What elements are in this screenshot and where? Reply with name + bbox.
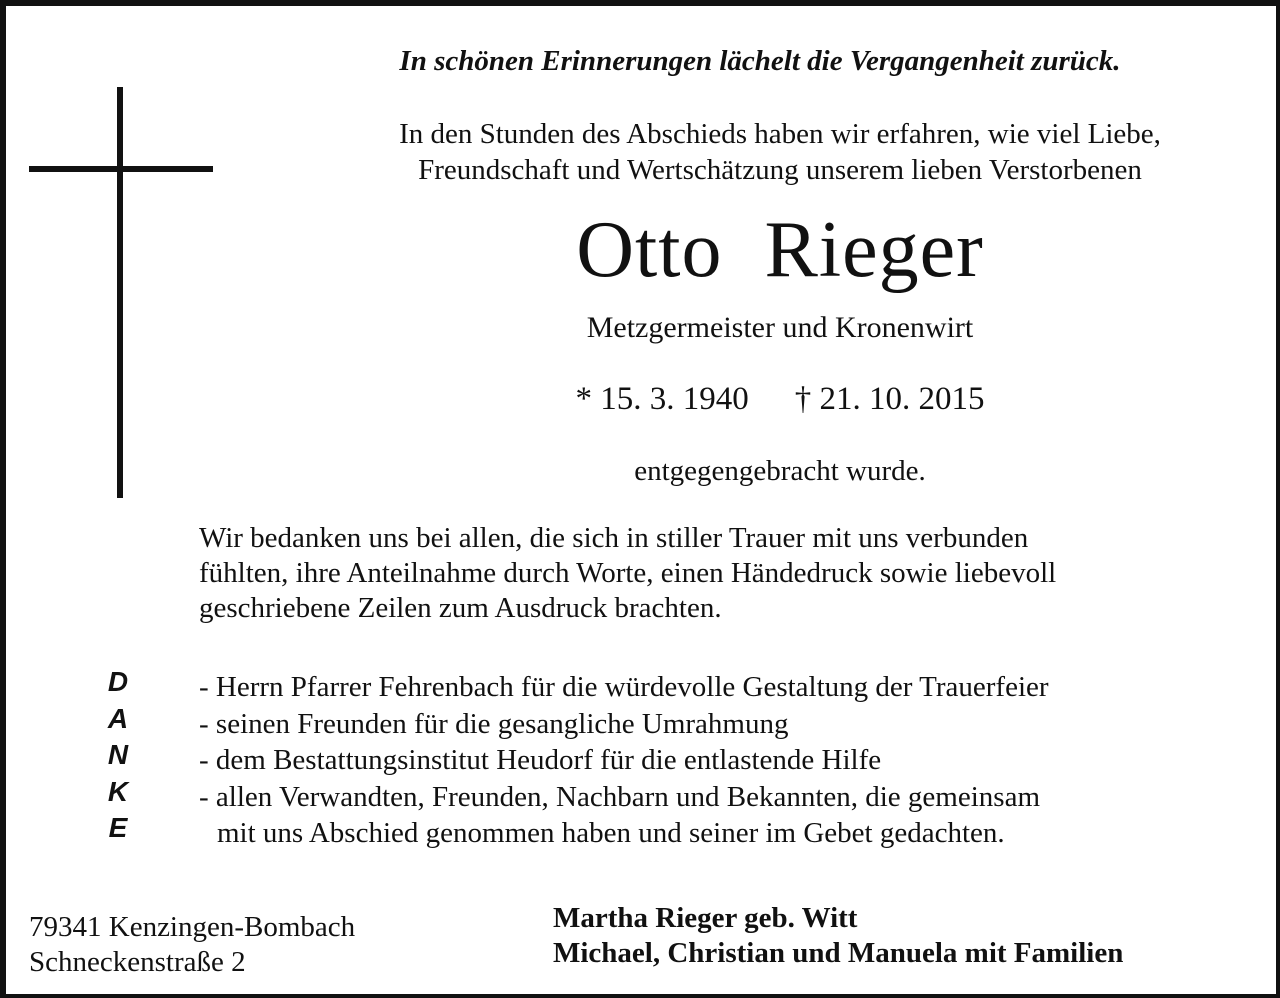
danke-letter: E	[108, 812, 128, 843]
intro-line: Freundschaft und Wertschätzung unserem lieben Verstorbenen	[418, 154, 1142, 186]
motto: In schönen Erinnerungen lächelt die Vergangenheit zurück.	[399, 45, 1121, 77]
list-item: - allen Verwandten, Freunden, Nachbarn und Bekannten, die gemeinsam	[199, 780, 1040, 813]
intro-continuation: entgegengebracht wurde.	[634, 455, 926, 487]
danke-letter: K	[107, 775, 129, 807]
signers-block	[553, 901, 1123, 971]
death-date: † 21. 10. 2015	[794, 381, 985, 417]
list-item: - Herrn Pfarrer Fehrenbach für die würdevolle Gestaltung der Trauerfeier	[199, 671, 1049, 703]
address-line: 79341 Kenzingen-Bombach	[29, 911, 356, 943]
signer-line: Martha Rieger geb. Witt	[553, 902, 858, 934]
list-item-continuation: mit uns Abschied genommen haben und seiner im Gebet gedachten.	[217, 817, 1005, 849]
thanks-list	[199, 669, 1049, 852]
danke-letter: A	[107, 702, 129, 734]
cross-vertical-bar	[117, 87, 123, 498]
deceased-profession: Metzgermeister und Kronenwirt	[586, 311, 974, 344]
thanks-line: Wir bedanken uns bei allen, die sich in stiller Trauer mit uns verbunden	[199, 522, 1029, 554]
deceased-name: Otto Rieger	[576, 206, 984, 294]
signer-line: Michael, Christian und Manuela mit Familien	[553, 937, 1124, 969]
intro-text	[290, 116, 1270, 188]
danke-letter: D	[107, 666, 129, 697]
thanks-line: geschriebene Zeilen zum Ausdruck brachten.	[199, 592, 722, 624]
life-dates	[290, 377, 1270, 421]
cross-horizontal-bar	[29, 166, 213, 172]
thanks-paragraph	[199, 521, 1056, 626]
intro-line: In den Stunden des Abschieds haben wir erfahren, wie viel Liebe,	[399, 118, 1161, 150]
birth-date: * 15. 3. 1940	[575, 381, 749, 417]
danke-letter: N	[107, 739, 129, 770]
list-item: - seinen Freunden für die gesangliche Umrahmung	[199, 707, 789, 740]
list-item: - dem Bestattungsinstitut Heudorf für die entlastende Hilfe	[199, 744, 882, 776]
address-block	[29, 910, 355, 980]
thanks-line: fühlten, ihre Anteilnahme durch Worte, einen Händedruck sowie liebevoll	[199, 557, 1057, 589]
danke-vertical-word	[96, 664, 140, 847]
address-line: Schneckenstraße 2	[29, 946, 246, 978]
